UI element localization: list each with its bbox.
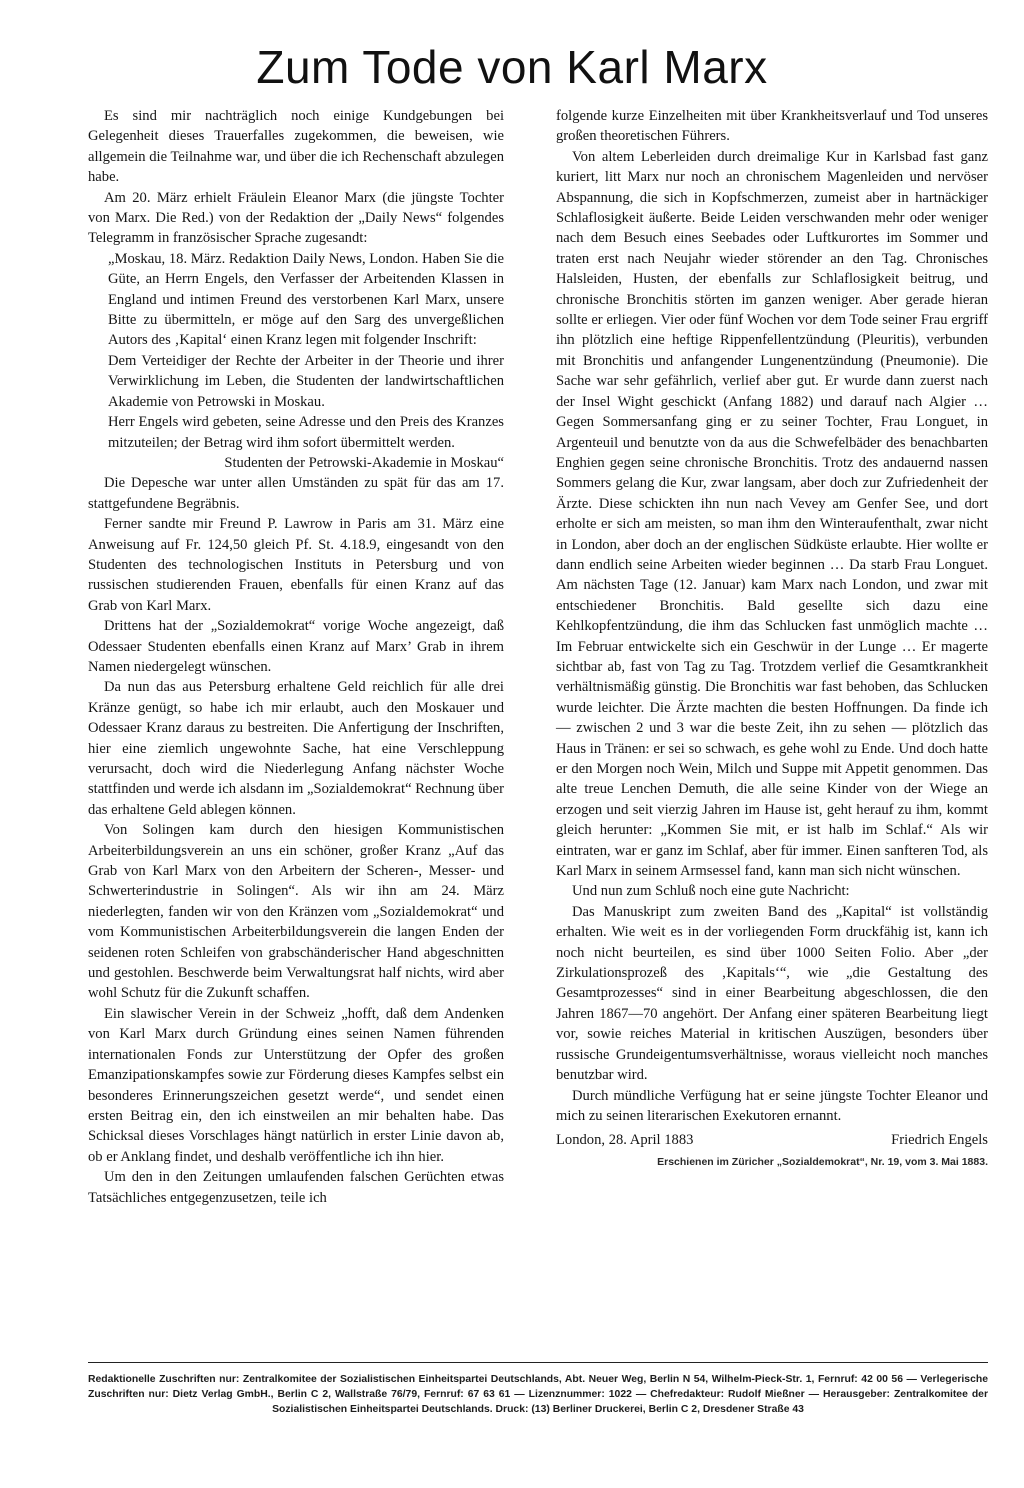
paragraph-solingen: Von Solingen kam durch den hiesigen Kommunistischen Arbeiterbildungsverein an uns ein schöner, großer Kranz „Auf das Grab von Karl Marx von den Arbeitern der Scheren-, Messer- und Schwerterindustrie in Solingen“. Als wir ihn am 24. März niederlegten, fanden wir von den Kränzen vom „Sozialdemokrat“ und vom Kommunistischen Arbeiterbildungsverein die langen Enden der seidenen roten Schleifen von grabschänderischer Hand abgeschnitten und gestohlen. Beschwerde beim Verwaltungsrat half nichts, wird aber wohl Schutz für die Zukunft schaffen. [88,822,504,1002]
paragraph-lawrow: Ferner sandte mir Freund P. Lawrow in Paris am 31. März eine Anweisung auf Fr. 124,50 gleich Pf. St. 4.18.9, eingesandt von den Studenten des technologischen Instituts in Petersburg und von russischen studierenden Frauen, ebenfalls für einen Kranz auf das Grab von Karl Marx. [88,516,504,614]
footer-divider [88,1362,988,1363]
paragraph-intro: Es sind mir nachträglich noch einige Kundgebungen bei Gelegenheit dieses Trauerfalles zugekommen, die beweisen, wie allgemein die Teilnahme war, und über die ich Rechenschaft abzulegen habe. [88,108,504,186]
telegram-quote: „Moskau, 18. März. Redaktion Daily News, London. Haben Sie die Güte, an Herrn Engels, den Verfasser der Arbeitenden Klassen in England und intimen Freund des verstorbenen Karl Marx, unsere Bitte zu übermitteln, er möge auf den Sarg des unvergeßlichen Autors des ‚Kapital‘ einen Kranz legen mit folgender Inschrift: [108,250,504,349]
paragraph-slavic-society: Ein slawischer Verein in der Schweiz „hofft, daß dem Andenken von Karl Marx durch Gründung eines seinen Namen führenden internationalen Fonds zur Unterstützung der Opfer des großen Emanzipationskampfes sowie zur Förderung dieses Kampfes selbst ein besonderes Erinnerungszeichen gesetzt werde“, und sendet einen ersten Beitrag ein, den ich einstweilen an mir behalten habe. Das Schicksal dieses Vorschlages hängt natürlich in erster Linie davon ab, ob er Anklang findet, und deshalb veröffentliche ich ihn hier. [88,1005,504,1165]
telegram-inscription: Dem Verteidiger der Rechte der Arbeiter in der Theorie und ihrer Verwirklichung im Leben, die Studenten der landwirtschaftlichen Akademie von Petrowski in Moskau. [108,352,504,410]
author-signature: Friedrich Engels [891,1132,988,1149]
paragraph-good-news: Und nun zum Schluß noch eine gute Nachricht: [572,883,850,900]
source-note: Erschienen im Züricher „Sozialdemokrat“, Nr. 19, vom 3. Mai 1883. [657,1155,988,1168]
paragraph-continuation: folgende kurze Einzelheiten mit über Krankheitsverlauf und Tod unseres großen theoretischen Führers. [556,108,988,145]
left-column [88,106,504,1208]
right-column [556,106,988,1169]
telegram-request: Herr Engels wird gebeten, seine Adresse und den Preis des Kranzes mitzuteilen; der Betrag wird ihm sofort übermittelt werden. [108,414,504,451]
paragraph-illness: Von altem Leberleiden durch dreimalige Kur in Karlsbad fast ganz kuriert, litt Marx nur noch an chronischem Magenleiden und nervöser Abspannung, die sich in Kopfschmerzen, zumeist aber in hartnäckiger Schlaflosigkeit äußerte. Beide Leiden verschwanden mehr oder weniger nach dem Besuch eines Seebades oder Luftkurortes im Sommer und traten erst nach Neujahr wieder störender an den Tag. Chronisches Halsleiden, Husten, der ebenfalls zur Schlaflosigkeit beitrug, und chronische Bronchitis störten im ganzen weniger. Aber gerade hieran sollte er erliegen. Vier oder fünf Wochen vor dem Tode seiner Frau ergriff ihn plötzlich eine heftige Rippenfellentzündung (Pleuritis), verbunden mit Bronchitis und anfangender Lungenentzündung (Pneumonie). Die Sache war sehr gefährlich, verlief aber gut. Er wurde dann zuerst nach der Insel Wight geschickt (Anfang 1882) und darauf nach Algier … Gegen Sommersanfang ging er zu seiner Tochter, Frau Longuet, in Argenteuil und benutzte von da aus die Schwefelbäder des benachbarten Enghien gegen seine chronische Bronchitis. Trotz des andauernd nassen Sommers gelang die Kur, zwar langsam, aber doch zur Zufriedenheit der Ärzte. Diese schickten ihn nun nach Vevey am Genfer See, und dort erholte er sich am meisten, so man ihm den Winteraufenthalt, zwar nicht in London, aber doch an der englischen Südküste erlaubte. Hier wollte er dann endlich seine Arbeiten wieder beginnen … Da starb Frau Longuet. Am nächsten Tage (12. Januar) kam Marx nach London, und zwar mit entschiedener Bronchitis. Bald gesellte sich dazu eine Kehlkopfentzündung, die ihm das Schlucken fast unmöglich machte … Im Februar entwickelte sich ein Geschwür in der Lunge … Er magerte sichtbar ab, fast von Tag zu Tag. Trotzdem verlief die Gesamtkrankheit verhältnismäßig günstig. Die Bronchitis war fast behoben, das Schlucken wurde leichter. Die Ärzte machten die besten Hoffnungen. Da finde ich — zwischen 2 und 3 war die beste Zeit, ihn zu sehen — plötzlich das Haus in Tränen: er sei so schwach, es gehe wohl zu Ende. Und doch hatte er den Morgen noch Wein, Milch und Suppe mit Appetit genommen. Das alte treue Lenchen Demuth, die alle seine Kinder von der Wiege an erzogen und seit vierzig Jahren im Hause ist, geht herauf zu ihm, kommt gleich herunter: „Kommen Sie mit, er ist halb im Schlaf.“ Als wir eintraten, war er ganz im Schlaf, aber für immer. Einen sanfteren Tod, als Karl Marx in seinem Armsessel fand, kann man sich nicht wünschen. [556,148,988,880]
article-title: Zum Tode von Karl Marx [256,41,768,93]
telegram-signature: Studenten der Petrowski-Akademie in Moskau“ [224,454,504,471]
paragraph-manuscript: Das Manuskript zum zweiten Band des „Kapital“ ist vollständig erhalten. Wie weit es in der vorliegenden Form druckfähig ist, kann ich noch nicht beurteilen, es sind über 1000 Seiten Folio. Aber „der Zirkulationsprozeß des ‚Kapitals‘“, wie „die Gestaltung des Gesamtprozesses“ sind in einer Bearbeitung abgeschlossen, die den Jahren 1867—70 angehört. Der Anfang einer späteren Bearbeitung liegt vor, sowie reiches Material in kritischen Auszügen, besonders über russische Grundeigentumsverhältnisse, woraus vielleicht noch manches benutzbar wird. [556,903,988,1084]
paragraph-telegram-intro: Am 20. März erhielt Fräulein Eleanor Marx (die jüngste Tochter von Marx. Die Red.) von der Redaktion der „Daily News“ folgendes Telegramm in französischer Sprache zugesandt: [88,189,504,247]
imprint: Redaktionelle Zuschriften nur: Zentralkomitee der Sozialistischen Einheitspartei Deutschlands, Abt. Neuer Weg, Berlin N 54, Wilhelm-Pieck-Str. 1, Fernruf: 42 00 56 — Verlegerische Zuschriften nur: Dietz Verlag GmbH., Berlin C 2, Wallstraße 76/79, Fernruf: 67 63 61 — Lizenznummer: 1022 — Chefredakteur: Rudolf Mießner — Herausgeber: Zentralkomitee der Sozialistischen Einheitspartei Deutschlands. Druck: (13) Berliner Druckerei, Berlin C 2, Dresdener Straße 43 [88,1374,988,1415]
closing-line [556,1130,988,1150]
paragraph-executors: Durch mündliche Verfügung hat er seine jüngste Tochter Eleanor und mich zu seinen literarischen Exekutoren ernannt. [556,1087,988,1124]
place-date: London, 28. April 1883 [556,1132,694,1149]
paragraph-rumors: Um den in den Zeitungen umlaufenden falschen Gerüchten etwas Tatsächliches entgegenzusetzen, teile ich [88,1169,504,1206]
paragraph-depesche: Die Depesche war unter allen Umständen zu spät für das am 17. stattgefundene Begräbnis. [88,475,504,512]
paragraph-odessa: Drittens hat der „Sozialdemokrat“ vorige Woche angezeigt, daß Odessaer Studenten ebenfalls einen Kranz auf Marx’ Grab in ihrem Namen niedergelegt wünschen. [88,618,504,675]
paragraph-wreaths: Da nun das aus Petersburg erhaltene Geld reichlich für alle drei Kränze genügt, so habe ich mir erlaubt, auch den Moskauer und Odessaer Kranz daraus zu bestreiten. Die Anfertigung der Inschriften, hier eine ziemlich ungewohnte Sache, hat eine Verschleppung verursacht, doch wird die Niederlegung Anfang nächster Woche stattfinden und werde ich alsdann im „Sozialdemokrat“ Rechnung über das erhaltene Geld ablegen können. [88,679,504,818]
